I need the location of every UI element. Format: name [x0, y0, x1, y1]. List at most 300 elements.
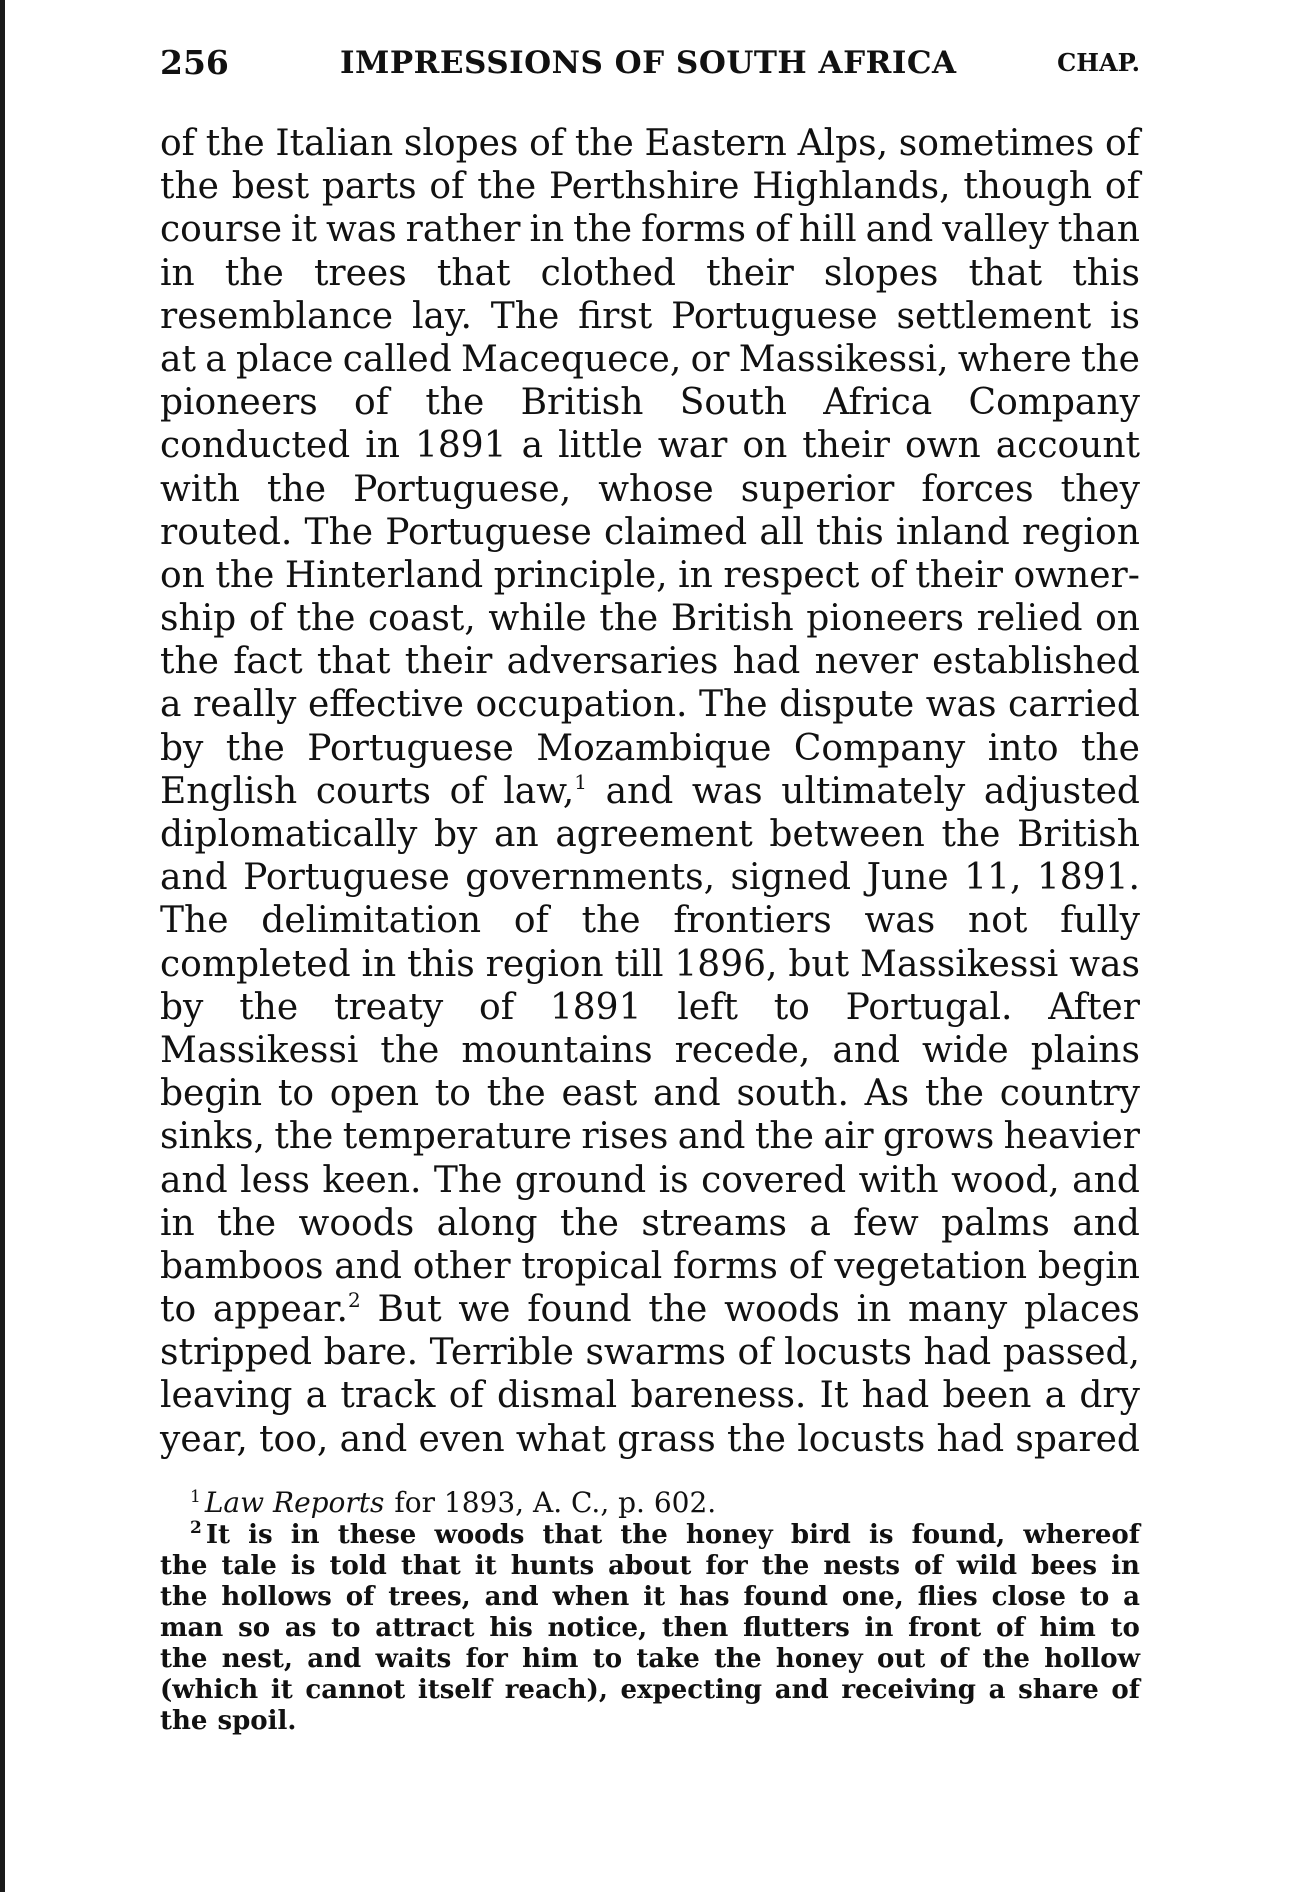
word: that: [436, 252, 511, 294]
word: the: [599, 598, 659, 640]
word: to: [1110, 1613, 1140, 1643]
word: in: [160, 1202, 195, 1244]
word: told: [329, 1551, 387, 1581]
word: ground: [514, 1159, 647, 1201]
word: honey: [775, 1644, 863, 1674]
word: on: [742, 425, 788, 467]
word: and: [865, 209, 934, 251]
word: receiving: [841, 1675, 976, 1705]
word: the: [620, 1520, 668, 1550]
word: palms: [941, 1202, 1050, 1244]
word: reach),: [504, 1675, 608, 1705]
word: $^2$ It: [190, 1518, 231, 1550]
word: courts: [315, 770, 431, 812]
word: few: [853, 1202, 919, 1244]
word: (which: [160, 1675, 259, 1705]
word: found: [743, 1582, 828, 1612]
word: along: [436, 1202, 538, 1244]
text-line: [160, 1245, 1140, 1288]
word: law,$^1$: [503, 769, 587, 812]
word: of: [914, 1551, 943, 1581]
word: and: [160, 857, 228, 899]
word: this: [407, 943, 475, 985]
word: British: [670, 598, 794, 640]
word: a: [305, 1375, 328, 1417]
word: claimed: [604, 511, 748, 553]
word: in: [678, 554, 713, 596]
word: wild: [956, 1551, 1018, 1581]
word: inland: [895, 511, 1010, 553]
word: waits: [375, 1644, 452, 1674]
word: plains: [1030, 1029, 1140, 1071]
word: that: [542, 1520, 603, 1550]
word: Perthshire: [548, 166, 740, 208]
word: English: [160, 770, 298, 812]
word: But: [377, 1289, 442, 1331]
word: dry: [1079, 1375, 1140, 1417]
word: 11,: [964, 857, 1022, 899]
word: the: [560, 1202, 619, 1244]
word: place: [235, 338, 334, 380]
word: was: [864, 900, 936, 942]
text-line: [160, 165, 1140, 208]
word: adversaries: [506, 641, 719, 683]
word: mountains: [461, 1029, 653, 1071]
word: of: [479, 986, 515, 1028]
word: less: [240, 1159, 310, 1201]
word: a: [1044, 1375, 1067, 1417]
word: passed,: [1002, 1332, 1140, 1374]
word: of: [869, 554, 905, 596]
running-head: [160, 38, 1140, 88]
word: their: [404, 641, 493, 683]
footnotes: [160, 1486, 1140, 1737]
word: After: [1048, 986, 1140, 1028]
word: governments,: [465, 857, 716, 899]
word: never: [814, 641, 918, 683]
footnote-line: [160, 1675, 1140, 1706]
word: notice,: [547, 1613, 648, 1643]
word: found,: [911, 1520, 1006, 1550]
word: the: [225, 727, 285, 769]
word: June: [866, 857, 949, 899]
word: diplomatically: [160, 814, 418, 855]
word: into: [987, 727, 1059, 769]
word: the: [205, 123, 265, 164]
word: in: [365, 425, 400, 467]
word: the: [1080, 338, 1140, 380]
word: of: [1104, 123, 1140, 164]
word: effective: [307, 684, 464, 726]
word: and: [1072, 1159, 1140, 1201]
word: an: [494, 814, 539, 855]
word: streams: [641, 1202, 787, 1244]
word: the: [215, 554, 275, 596]
footnote-line: [160, 1582, 1140, 1613]
word: British: [520, 382, 644, 424]
word: sinks,: [160, 1116, 265, 1158]
word: by: [160, 986, 204, 1028]
word: routed.: [160, 511, 293, 553]
word: honey: [685, 1520, 773, 1550]
word: region: [1021, 511, 1140, 553]
word: bees: [1031, 1551, 1098, 1581]
word: whereof: [1023, 1520, 1140, 1550]
word: Company: [968, 382, 1140, 424]
word: in: [864, 1613, 894, 1643]
word: the: [160, 1582, 208, 1612]
word: his: [489, 1613, 533, 1643]
word: nests: [823, 1551, 901, 1581]
word: The: [699, 684, 768, 726]
word: and: [832, 1029, 901, 1071]
word: and: [334, 1245, 402, 1287]
word: what: [515, 1418, 606, 1460]
word: begin: [1037, 1245, 1140, 1287]
word: than: [1057, 209, 1140, 251]
page-number: 256: [160, 43, 229, 82]
word: front: [908, 1613, 982, 1643]
text-line: [160, 1072, 1140, 1115]
word: ship: [160, 598, 237, 640]
word: hunts: [510, 1551, 595, 1581]
word: many: [908, 1289, 1008, 1331]
text-line: [160, 1115, 1140, 1158]
word: by: [434, 814, 478, 855]
word: the: [982, 1644, 1030, 1674]
footnote-line: [160, 1644, 1140, 1675]
word: Highlands,: [752, 166, 951, 208]
word: has: [679, 1582, 730, 1612]
word: though: [963, 166, 1093, 208]
word: hollows: [221, 1582, 332, 1612]
footnote-line: [160, 1520, 1140, 1551]
word: is: [248, 1520, 273, 1550]
word: delimitation: [261, 900, 482, 942]
word: dispute: [779, 684, 915, 726]
word: left: [677, 986, 738, 1028]
text-line: [160, 899, 1140, 942]
text-line: [160, 252, 1140, 295]
word: The: [433, 1159, 503, 1201]
word: been: [942, 1375, 1032, 1417]
text-line: [160, 856, 1140, 899]
word: recede,: [674, 1029, 811, 1071]
word: the: [425, 382, 485, 424]
word: the: [924, 1073, 984, 1115]
word: had: [861, 1375, 930, 1417]
body-text: [160, 122, 1140, 1461]
word: of: [737, 1332, 773, 1374]
word: really: [193, 684, 297, 726]
word: lay.: [411, 295, 472, 337]
word: man: [160, 1613, 224, 1643]
word: carried: [1008, 684, 1140, 726]
word: As: [864, 1073, 910, 1115]
footnote-line: [160, 1706, 1140, 1737]
word: Portugal.: [845, 986, 1013, 1028]
word: is: [868, 1520, 894, 1550]
word: close: [991, 1582, 1066, 1612]
word: It: [819, 1375, 849, 1417]
word: the: [1080, 727, 1140, 769]
word: on: [160, 554, 205, 596]
footnote-1: [160, 1486, 1140, 1520]
word: temperature: [342, 1116, 572, 1158]
word: to: [773, 986, 810, 1028]
footnote-line: [160, 1613, 1140, 1644]
word: respect: [723, 554, 860, 596]
footnote-reference: 2: [347, 1288, 361, 1313]
word: grows: [883, 1116, 995, 1158]
word: rises: [581, 1116, 669, 1158]
word: the: [574, 123, 634, 164]
word: and: [652, 1073, 721, 1115]
word: dismal: [497, 1375, 618, 1417]
word: ultimately: [781, 770, 966, 812]
text-line: [160, 727, 1140, 770]
word: Hinterland: [284, 554, 484, 596]
word: and: [160, 1159, 228, 1201]
word: swarms: [585, 1332, 727, 1374]
word: expecting: [620, 1675, 763, 1705]
word: while: [488, 598, 587, 640]
word: of: [429, 166, 465, 208]
word: of: [449, 770, 485, 812]
word: track: [340, 1375, 436, 1417]
word: to: [277, 1073, 315, 1115]
word: of: [1104, 166, 1140, 208]
text-line: [160, 683, 1140, 726]
word: clothed: [540, 252, 676, 294]
word: of: [996, 1613, 1025, 1643]
word: forces: [921, 468, 1034, 510]
text-line: [160, 468, 1140, 511]
word: own: [904, 425, 981, 467]
word: the: [486, 1073, 546, 1115]
word: too,: [259, 1418, 329, 1460]
word: was: [925, 684, 997, 726]
word: the: [727, 1418, 786, 1460]
word: this: [816, 511, 884, 553]
word: first: [578, 295, 653, 337]
footnote-line: [160, 1551, 1140, 1582]
word: Massikessi,: [738, 338, 949, 380]
word: had: [923, 1332, 992, 1374]
word: where: [957, 338, 1072, 380]
text-line: [160, 1374, 1140, 1417]
word: in: [361, 943, 397, 985]
word: country: [999, 1073, 1140, 1115]
word: 1891: [414, 425, 507, 467]
word: it: [290, 209, 317, 251]
word: sometimes: [898, 123, 1095, 164]
word: for: [705, 1551, 748, 1581]
word: the: [160, 166, 219, 208]
text-line: [160, 1159, 1140, 1202]
word: region: [485, 943, 604, 985]
word: bare.: [323, 1332, 419, 1374]
word: called: [342, 338, 452, 380]
word: for: [465, 1644, 508, 1674]
word: was: [1069, 943, 1140, 985]
word: and: [484, 1582, 539, 1612]
word: best: [231, 166, 310, 208]
word: coast,: [368, 598, 476, 640]
word: and: [677, 1116, 746, 1158]
word: of: [1111, 1675, 1140, 1705]
word: Macequece,: [461, 338, 682, 380]
word: their: [706, 252, 794, 294]
word: in: [529, 209, 565, 251]
word: on: [1095, 598, 1140, 640]
word: the: [581, 900, 641, 942]
word: Portuguese: [671, 295, 878, 337]
text-line: [160, 1418, 1140, 1461]
page-left-edge: [0, 0, 5, 1892]
word: by: [160, 727, 204, 769]
word: spared: [1015, 1418, 1140, 1460]
word: the: [160, 641, 219, 683]
word: The: [490, 295, 560, 337]
word: the: [714, 1644, 762, 1674]
word: Company: [793, 727, 966, 769]
text-line: [160, 597, 1140, 640]
footnote-reference: 1: [574, 769, 587, 794]
word: was: [691, 770, 763, 812]
word: woods: [434, 1520, 525, 1550]
word: this: [1072, 252, 1140, 294]
word: they: [1060, 468, 1140, 510]
word: not: [968, 900, 1028, 942]
word: south.: [736, 1073, 849, 1115]
word: the: [224, 252, 284, 294]
text-line: [160, 1331, 1140, 1374]
word: in: [856, 1289, 892, 1331]
word: begin: [160, 1073, 263, 1115]
word: when: [552, 1582, 630, 1612]
word: resemblance: [160, 295, 394, 337]
word: locusts: [784, 1332, 913, 1374]
word: completed: [160, 943, 351, 985]
word: of: [529, 123, 565, 164]
word: fully: [1060, 900, 1140, 942]
word: hollow: [1044, 1644, 1140, 1674]
word: and: [339, 1418, 408, 1460]
word: had: [732, 641, 801, 683]
word: that: [316, 641, 391, 683]
word: all: [759, 511, 804, 553]
text-line: [160, 943, 1140, 986]
word: the: [267, 468, 327, 510]
footnote-marker: 1: [190, 1487, 201, 1507]
word: 1891.: [1036, 857, 1140, 899]
word: Portuguese,: [353, 468, 572, 510]
word: course: [160, 209, 283, 251]
word: leaving: [160, 1375, 293, 1417]
word: the: [754, 1116, 814, 1158]
footnote-source: Law Reports: [204, 1486, 385, 1519]
word: the: [941, 814, 1001, 855]
word: Massikessi: [160, 1029, 359, 1071]
word: agreement: [555, 814, 753, 855]
word: woods: [724, 1289, 840, 1331]
text-line: [160, 424, 1140, 467]
word: to: [434, 1073, 471, 1115]
word: Africa: [823, 382, 933, 424]
word: cannot: [305, 1675, 406, 1705]
word: take: [636, 1644, 700, 1674]
word: woods: [298, 1202, 415, 1244]
word: between: [769, 814, 925, 855]
word: account: [995, 425, 1140, 467]
text-line: [160, 1288, 1140, 1331]
word: the: [217, 1202, 277, 1244]
word: the: [296, 598, 356, 640]
word: flutters: [743, 1613, 850, 1643]
word: little: [558, 425, 643, 467]
word: about: [608, 1551, 692, 1581]
word: with: [858, 1159, 939, 1201]
word: bamboos: [160, 1245, 324, 1287]
text-line: [160, 813, 1140, 856]
word: established: [932, 641, 1140, 683]
text-line: [160, 295, 1140, 338]
word: Mozambique: [536, 727, 772, 769]
word: the: [160, 1706, 208, 1736]
word: and: [774, 1675, 829, 1705]
word: their: [802, 425, 890, 467]
word: as: [284, 1613, 317, 1643]
word: covered: [701, 1159, 847, 1201]
word: out: [877, 1644, 926, 1674]
word: frontiers: [673, 900, 832, 942]
word: owner-: [1013, 554, 1140, 596]
word: treaty: [333, 986, 444, 1028]
word: of: [448, 1375, 484, 1417]
word: vegetation: [834, 1245, 1028, 1287]
word: to: [331, 1613, 361, 1643]
text-line: [160, 511, 1140, 554]
word: is: [1110, 295, 1140, 337]
chapter-label: CHAP.: [1057, 48, 1140, 77]
word: was: [325, 209, 397, 251]
word: it: [474, 1551, 497, 1581]
word: till: [614, 943, 664, 985]
word: a: [205, 338, 227, 380]
word: the: [761, 1551, 810, 1581]
word: the: [274, 1116, 334, 1158]
word: air: [823, 1116, 874, 1158]
word: fact: [233, 641, 303, 683]
word: of: [354, 382, 390, 424]
text-line: [160, 208, 1140, 251]
word: or: [690, 338, 730, 380]
word: Portuguese: [307, 727, 514, 769]
word: slopes: [823, 252, 939, 294]
word: so: [238, 1613, 271, 1643]
word: superior: [740, 468, 895, 510]
word: locusts: [797, 1418, 926, 1460]
word: whose: [598, 468, 714, 510]
word: The: [160, 900, 229, 942]
word: trees: [313, 252, 407, 294]
word: of: [754, 209, 790, 251]
word: forms: [673, 1245, 778, 1287]
word: and: [1072, 1202, 1140, 1244]
word: of: [248, 598, 284, 640]
word: signed: [730, 857, 852, 899]
